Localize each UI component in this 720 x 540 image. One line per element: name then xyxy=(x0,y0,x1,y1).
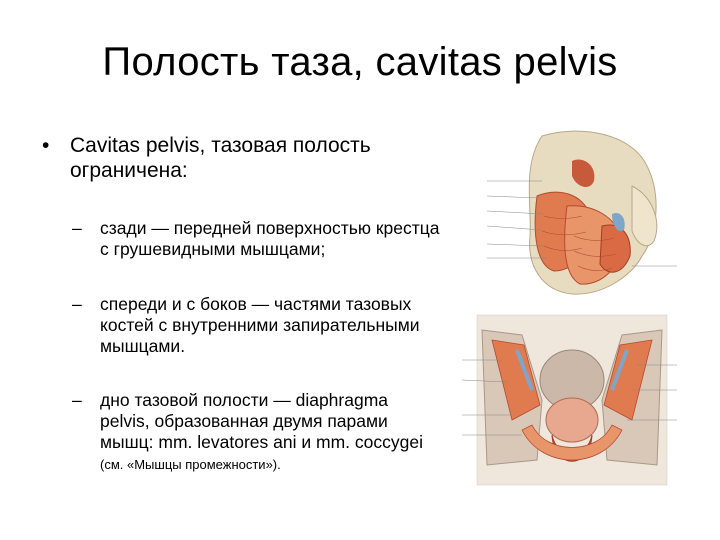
anatomy-illustration-bottom xyxy=(462,310,677,490)
list-item xyxy=(72,218,442,260)
list-item-note: (см. «Мышцы промежности»). xyxy=(100,457,281,472)
list-item xyxy=(72,294,442,357)
anatomy-illustration-top xyxy=(482,126,682,302)
list-item-main-text: дно тазовой полости — diaphragma pelvis, образованная двумя парами мышц: mm. levatores ani и mm. coccygei xyxy=(100,390,423,452)
pelvic-floor-muscles-superior-view-illustration xyxy=(482,126,682,302)
main-bullet xyxy=(42,133,442,183)
list-item-text xyxy=(100,390,442,475)
bullet-marker: • xyxy=(42,134,50,157)
slide-title: Полость таза, cavitas pelvis xyxy=(102,40,618,84)
pelvic-diaphragm-frontal-section-illustration xyxy=(462,310,677,490)
dash-marker: – xyxy=(72,390,82,410)
dash-marker: – xyxy=(72,294,82,314)
list-item-text: спереди и с боков — частями тазовых костей с внутренними запирательными мышцами. xyxy=(100,294,420,356)
dash-marker: – xyxy=(72,218,82,238)
list-item xyxy=(72,390,442,475)
main-bullet-text: Cavitas pelvis, тазовая полость ограничена: xyxy=(70,134,371,182)
list-item-text: сзади — передней поверхностью крестца с грушевидными мышцами; xyxy=(100,218,440,259)
